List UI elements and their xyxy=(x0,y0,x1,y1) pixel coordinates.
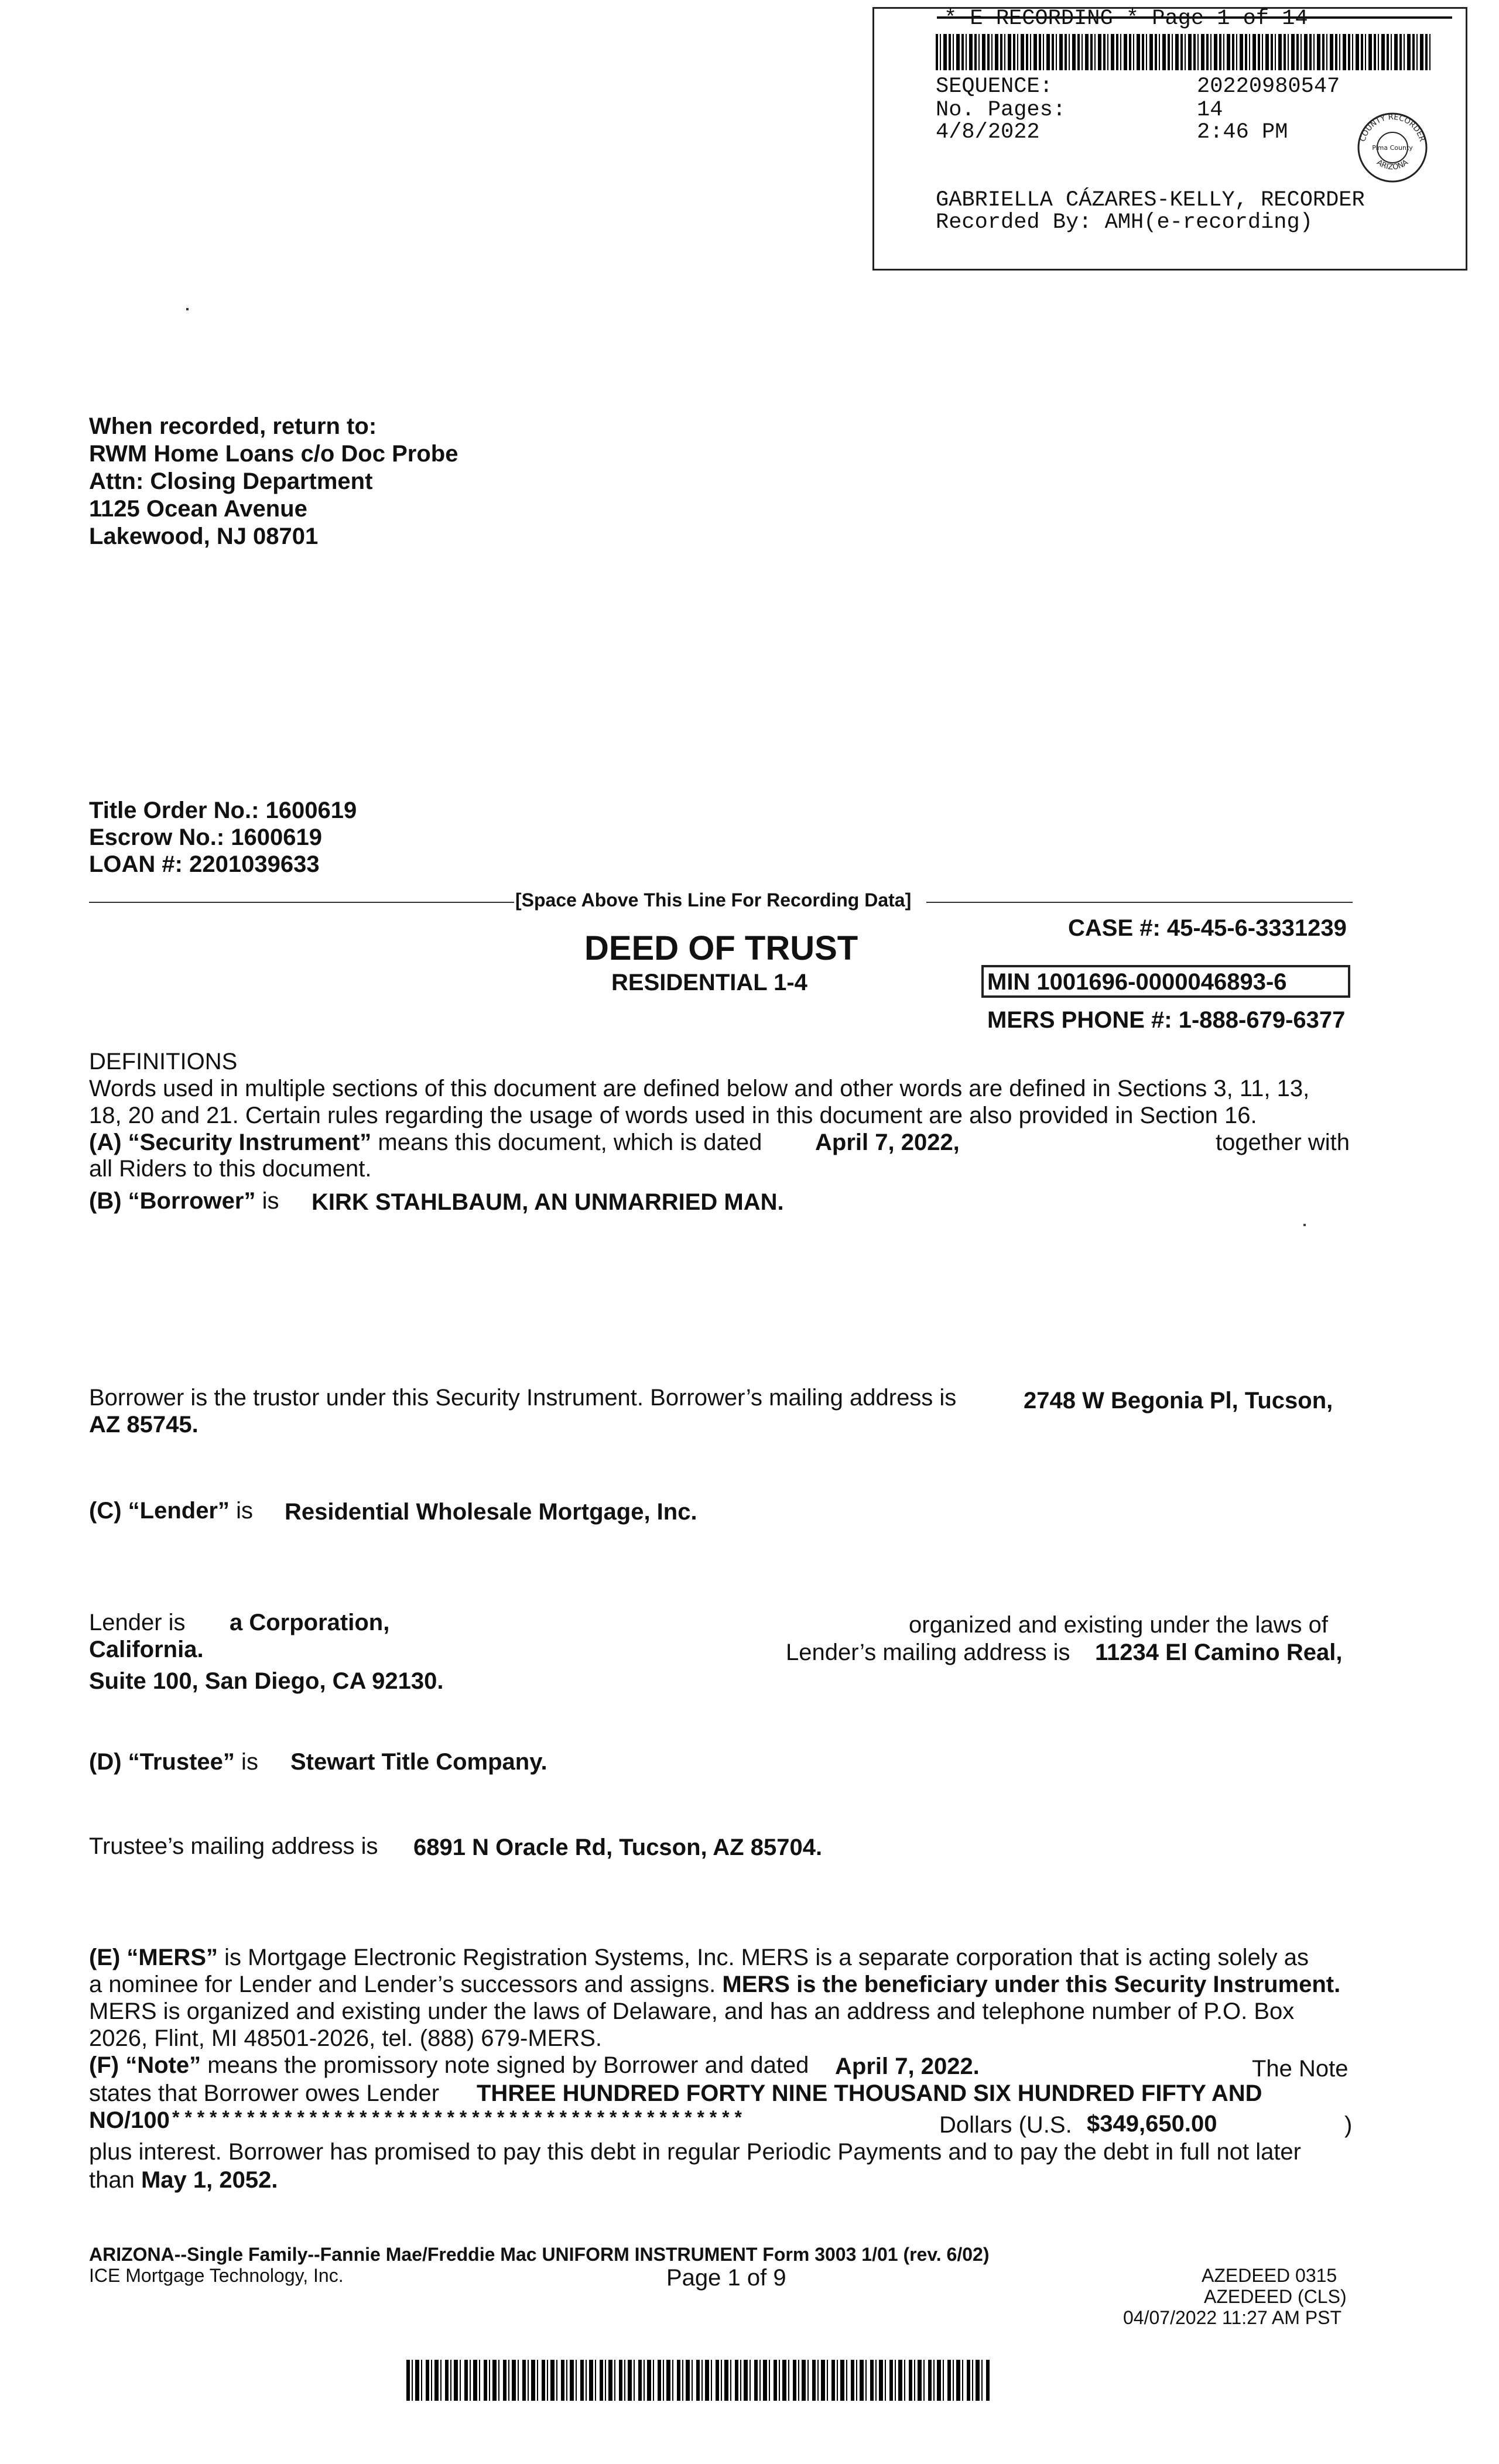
document-subtitle: RESIDENTIAL 1-4 xyxy=(611,970,807,995)
form-code-2: AZEDEED (CLS) xyxy=(1204,2286,1347,2307)
case-number: CASE #: 45-45-6-3331239 xyxy=(1068,915,1347,941)
recording-divider-right xyxy=(926,902,1353,903)
definition-e-label: (E) “MERS” xyxy=(89,1945,218,1970)
definition-a-label: (A) “Security Instrument” xyxy=(89,1130,372,1155)
definition-a-line2: all Riders to this document. xyxy=(89,1156,372,1182)
pages-label: No. Pages: xyxy=(936,98,1066,122)
definition-c-is: is xyxy=(230,1498,253,1524)
closing-paren: ) xyxy=(1344,2112,1353,2138)
form-company: ICE Mortgage Technology, Inc. xyxy=(89,2265,344,2286)
loan-amount: $349,650.00 xyxy=(1087,2111,1217,2137)
county-recorder-seal-icon xyxy=(1356,111,1429,184)
security-instrument-date: April 7, 2022, xyxy=(815,1130,960,1155)
lender-is-text: Lender is xyxy=(89,1610,186,1635)
mers-beneficiary: MERS is the beneficiary under this Security Instrument. xyxy=(722,1972,1341,1997)
definitions-intro: Words used in multiple sections of this document are defined below and other words are defined in Sections 3, 11, 13, xyxy=(89,1076,1310,1101)
the-note-text: The Note xyxy=(1252,2056,1349,2082)
definition-e-nominee: a nominee for Lender and Lender’s successors and assigns. xyxy=(89,1972,716,1997)
lender-address-line1: 11234 El Camino Real, xyxy=(1095,1640,1343,1665)
lender-state: California. xyxy=(89,1637,204,1662)
note-date: April 7, 2022. xyxy=(835,2054,980,2079)
definition-a-text: means this document, which is dated xyxy=(371,1130,762,1155)
definition-a-tail: together with xyxy=(1216,1130,1350,1155)
title-order-number: Title Order No.: 1600619 xyxy=(89,798,357,823)
definition-b-is: is xyxy=(255,1188,279,1214)
recording-barcode xyxy=(936,34,1432,70)
escrow-number: Escrow No.: 1600619 xyxy=(89,824,322,850)
definition-e-line2 xyxy=(89,1971,1340,1998)
definition-f-text: means the promissory note signed by Borrower and dated xyxy=(201,2052,809,2078)
definitions-intro: 18, 20 and 21. Certain rules regarding the usage of words used in this document are also provided in Section 16. xyxy=(89,1103,1257,1128)
trustee-address: 6891 N Oracle Rd, Tucson, AZ 85704. xyxy=(413,1835,823,1860)
definition-e-line4: 2026, Flint, MI 48501-2026, tel. (888) 679-MERS. xyxy=(89,2025,603,2051)
definition-a xyxy=(89,1129,762,1156)
recording-divider-left xyxy=(89,902,514,903)
page-barcode xyxy=(406,2360,991,2401)
lender-address-line2: Suite 100, San Diego, CA 92130. xyxy=(89,1668,444,1694)
svg-text:ARIZONA: ARIZONA xyxy=(1375,158,1410,172)
definition-f-line5 xyxy=(89,2167,278,2194)
page-number: Page 1 of 9 xyxy=(666,2265,786,2291)
lender-name: Residential Wholesale Mortgage, Inc. xyxy=(285,1499,697,1525)
definition-b-label: (B) “Borrower” xyxy=(89,1188,256,1214)
definition-d xyxy=(89,1748,258,1776)
definition-c-label: (C) “Lender” xyxy=(89,1498,230,1524)
svg-text:COUNTY RECORDER: COUNTY RECORDER xyxy=(1358,112,1426,143)
form-timestamp: 04/07/2022 11:27 AM PST xyxy=(1123,2307,1341,2328)
pages-value: 14 xyxy=(1197,98,1223,122)
borrower-address-line2: AZ 85745. xyxy=(89,1412,199,1438)
trustee-address-text: Trustee’s mailing address is xyxy=(89,1833,378,1859)
sequence-value: 20220980547 xyxy=(1197,74,1340,99)
definition-f-line4: plus interest. Borrower has promised to pay this debt in regular Periodic Payments and to pay the debt in full not later xyxy=(89,2139,1301,2165)
trustee-name: Stewart Title Company. xyxy=(290,1749,547,1775)
header-underline xyxy=(937,16,1452,22)
borrower-name: KIRK STAHLBAUM, AN UNMARRIED MAN. xyxy=(312,1189,784,1215)
maturity-date: May 1, 2052. xyxy=(141,2167,278,2193)
form-code-1: AZEDEED 0315 xyxy=(1202,2265,1337,2286)
recording-date: 4/8/2022 xyxy=(936,120,1040,145)
lender-entity-type: a Corporation, xyxy=(230,1610,390,1635)
recorded-by: Recorded By: AMH(e-recording) xyxy=(936,210,1313,235)
min-number: MIN 1001696-0000046893-6 xyxy=(987,969,1287,995)
amount-no100: NO/100 xyxy=(89,2107,170,2133)
document-title: DEED OF TRUST xyxy=(584,929,858,967)
definition-f-line1 xyxy=(89,2052,809,2079)
return-to-line: Attn: Closing Department xyxy=(89,468,373,494)
owes-lender-text: states that Borrower owes Lender xyxy=(89,2080,440,2106)
definition-e-line3: MERS is organized and existing under the laws of Delaware, and has an address and telephone number of P.O. Box xyxy=(89,1998,1295,2024)
definition-d-is: is xyxy=(234,1749,258,1775)
return-to-line: 1125 Ocean Avenue xyxy=(89,496,307,522)
space-above-label: [Space Above This Line For Recording Data] xyxy=(515,889,912,911)
definition-e-line1 xyxy=(89,1944,1309,1972)
dollars-text: Dollars (U.S. xyxy=(939,2112,1072,2138)
mers-phone: MERS PHONE #: 1-888-679-6377 xyxy=(987,1007,1346,1033)
borrower-address-line1: 2748 W Begonia Pl, Tucson, xyxy=(1024,1388,1333,1414)
sequence-label: SEQUENCE: xyxy=(936,74,1053,99)
loan-amount-words: THREE HUNDRED FORTY NINE THOUSAND SIX HUNDRED FIFTY AND xyxy=(477,2080,1262,2106)
definition-d-label: (D) “Trustee” xyxy=(89,1749,235,1775)
return-to-line: RWM Home Loans c/o Doc Probe xyxy=(89,441,458,467)
definition-c xyxy=(89,1497,253,1525)
return-to-line: Lakewood, NJ 08701 xyxy=(89,523,319,549)
recording-header: * E RECORDING * Page 1 of 14 xyxy=(944,6,1308,31)
loan-number: LOAN #: 2201039633 xyxy=(89,851,320,877)
definition-e-text: is Mortgage Electronic Registration Systems, Inc. MERS is a separate corporation that is acting solely as xyxy=(218,1945,1309,1970)
definition-b xyxy=(89,1187,279,1215)
return-to-heading: When recorded, return to: xyxy=(89,413,377,439)
organized-text: organized and existing under the laws of xyxy=(909,1612,1329,1638)
stray-mark xyxy=(186,308,189,310)
form-title: ARIZONA--Single Family--Fannie Mae/Freddie Mac UNIFORM INSTRUMENT Form 3003 1/01 (rev. 6/02) xyxy=(89,2244,990,2265)
definition-f-label: (F) “Note” xyxy=(89,2052,201,2078)
borrower-trustor-text: Borrower is the trustor under this Security Instrument. Borrower’s mailing address is xyxy=(89,1385,957,1411)
lender-address-text: Lender’s mailing address is xyxy=(786,1640,1070,1665)
amount-filler-stars: * * * * * * * * * * * * * * * * * * * * * * * * * * * * * * * * * * * * * * * * * * * * * * xyxy=(172,2107,742,2128)
definitions-heading: DEFINITIONS xyxy=(89,1049,238,1074)
svg-text:Pima County: Pima County xyxy=(1372,144,1413,152)
stray-mark xyxy=(1303,1224,1306,1226)
recorder-name: GABRIELLA CÁZARES-KELLY, RECORDER xyxy=(936,188,1365,213)
than-text: than xyxy=(89,2167,135,2193)
recording-time: 2:46 PM xyxy=(1197,120,1288,145)
